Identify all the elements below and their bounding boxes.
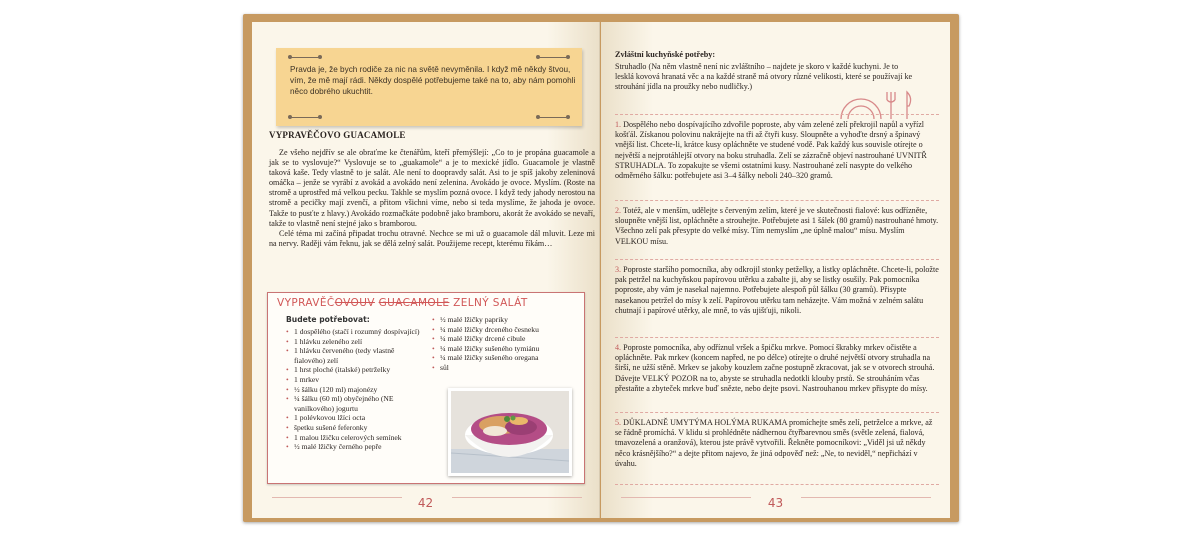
sticky-note (276, 48, 582, 126)
body-text (269, 148, 595, 249)
ingredients-subtitle: Budete potřebovat: (286, 315, 370, 324)
ingredient-item: • 1 mrkev (286, 375, 426, 385)
divider (615, 259, 939, 260)
plate-cutlery-icon (839, 90, 919, 120)
recipe-card (267, 292, 585, 484)
divider (615, 200, 939, 201)
left-page (252, 22, 600, 518)
ingredient-item: • 1 malou lžičku celerových semínek (286, 433, 426, 443)
pin-icon (290, 117, 320, 118)
divider (615, 337, 939, 338)
paragraph: Ze všeho nejdřív se ale obraťme ke čtenářům, kteří přemýšlejí: „Co to je propána guacamole a jak se to vyslovuje?“ Vyslovuje se to „guakamole“ a je to mexické jídlo. Guacamole je vlastně taková kaše. Tedy vlastně to je salát. Ale není to doopravdy salát. Asi to je spíš jakoby zeleninová omáčka – jenže se vyrábí z avokád a avokádo není zelenina. Avokádo je ovoce. Myslím. (Roste na stromě a uprostřed má velkou pecku. Takhle se myslím pozná ovoce. I když tedy jahody nerostou na stromě a pecičky mají zvenčí, a přitom všichni víme, nebo si teda myslíme, že jahoda je ovoce. Takže to pusťte z hlavy.) Avokádo rozmačkáte podobně jako bramboru, akorát že avokádo se nevaří, takže to vlastně není stejné jako s bramborou. (269, 148, 595, 228)
ingredient-item: • sůl (432, 363, 582, 373)
ingredient-item: • 1 polévkovou lžíci octa (286, 413, 426, 423)
pin-icon (538, 117, 568, 118)
ingredient-item: • 1 hlávku červeného (tedy vlastně fialového) zelí (286, 346, 426, 365)
ingredient-item: • ½ malé lžičky papriky (432, 315, 582, 325)
divider (615, 484, 939, 485)
open-book (243, 14, 959, 522)
recipe-title: VYPRAVĚČOVOUV GUACAMOLE ZELNÝ SALÁT (277, 297, 528, 309)
ingredient-item: • ½ malé lžičky černého pepře (286, 442, 426, 452)
divider (615, 412, 939, 413)
page-number: 42 (417, 496, 434, 510)
ingredient-item: • ¼ malé lžičky sušeného oregana (432, 353, 582, 363)
paragraph: Celé téma mi začíná připadat trochu otravné. Nechce se mi už o guacamole dál mluvit. Leze mi na nervy. Raději vám řeknu, jak se dělá zelný salát. Použijeme recept, kterému říkám… (269, 228, 595, 248)
ingredient-item: • ¼ malé lžičky sušeného tymiánu (432, 344, 582, 354)
ingredient-item: • ¼ malé lžičky drcené cibule (432, 334, 582, 344)
right-page (601, 22, 950, 518)
page-number: 43 (767, 496, 784, 510)
note-text: Pravda je, že bych rodiče za nic na světě nevyměnila. I když mě někdy štvou, vím, že mě mají rádi. Někdy dospělé potřebujeme také na to, aby nám pomohli něco dobrého ukuchtit. (290, 65, 576, 97)
ingredient-item: • ¼ malé lžičky drceného česneku (432, 325, 582, 335)
step-1: 1. Dospělého nebo dospívajícího zdvořile poproste, aby vám zelené zelí překrojil napůl a vyřízl košťál. Získanou polovinu nakrájejte na tři až čtyři kusy. Sloupněte a vyhoďte drsný a špinavý vnější list. Chcete-li, krátce kusy opláchněte ve studené vodě. Pak každý kus souvisle otírejte o největší a nejprotáhlejší otvory na boku struhadla. Zelí se zázračně objeví nastrouhané UVNITŘ STRUHADLA. To zopakujte se všemi ostatními kusy. Nastrouhané zelí nasypte do velkého odměrného šálku: potřebujete asi 3–4 šálky neboli 240–320 gramů. (615, 120, 927, 181)
step-2: 2. Totéž, ale v menším, udělejte s červeným zelím, které je ve skutečnosti fialové: kus odřízněte, sloupněte vnější list, opláchněte a strouhejte. Potřebujete asi 1 šálek (80 gramů) nastrouhané hmoty. Všechno zelí pak přesypte do velké mísy. Tím nemyslím „ne úplně malou“ mísu. Myslím VELKOU mísu. (615, 206, 939, 246)
special-tools-heading: Zvláštní kuchyňské potřeby: (615, 50, 716, 59)
section-heading: VYPRAVĚČOVO GUACAMOLE (269, 130, 406, 140)
step-5: 5. DŮKLADNĚ UMYTÝMA HOLÝMA RUKAMA promíchejte směs zelí, petrželce a mrkve, až se řádně promíchá. V klidu si prohlédněte nádhernou čtyřbarevnou směs (světle zelená, fialová, tmavozelená a oranžová), kterou jste právě vytvořili. Řekněte pomocníkovi: „Viděl jsi už někdy něco krásnějšího?“ a dejte přitom najevo, že jiná odpověď než: „Ne, to neviděl,“ nepřichází v úvahu. (615, 418, 933, 468)
step-3: 3. Poproste staršího pomocníka, aby odkrojil stonky petželky, a listky opláchněte. Chcete-li, položte pak petržel na kuchyňskou papírovou utěrku a zabalte ji, aby se listky osušily. Pak pomocníka poproste, aby vám je nasekal najemno. Potřebujete alespoň půl šálku (30 gramů). Přisypte nasekanou petržel do mísy k zelí. Papírovou utěrku tam neházejte. Vám možná v zelném salátu chutnají i papírové utěrky, ale mně, to vás ujišťuji, nikoli. (615, 265, 939, 315)
ingredient-list (432, 315, 582, 373)
ingredient-item: • ½ šálku (120 ml) majonézy (286, 385, 426, 395)
ingredient-item: • 1 hrst ploché (italské) petrželky (286, 365, 426, 375)
ingredient-item: • ¼ šálku (60 ml) obyčejného (NE vanilkového) jogurtu (286, 394, 426, 413)
ingredient-item: • špetku sušené feferonky (286, 423, 426, 433)
pin-icon (538, 57, 568, 58)
divider (615, 114, 939, 115)
step-4: 4. Poproste pomocníka, aby odříznul vršek a špičku mrkve. Pomocí škrabky mrkev očistěte a opláchněte. Pak mrkev (koncem napřed, ne po délce) otírejte o druhé největší otvory struhadla na širší, ne užší stěně. Mrkev se jakoby kouzlem začne postupně zkracovat, jak se v otvorech strouhá. Dávejte VELKÝ POZOR na to, abyste se struhadla nedotkli klouby prstů. Se strouháním včas přestaňte a zbyteček mrkve buď snězte, nebo dejte psovi. Nastrouhanou mrkev přisypte do mísy. (615, 343, 935, 393)
special-tools-text: Struhadlo (Na něm vlastně není nic zvláštního – najdete je skoro v každé kuchyni. Je to lesklá kovová hranatá věc a na každé straně má otvory různé velikosti, které se používají ke strouhání jídla na proužky nebo nudličky.) (615, 62, 913, 92)
ingredient-item: • 1 hlávku zeleného zelí (286, 337, 426, 347)
coleslaw-photo (448, 388, 572, 476)
ingredient-item: • 1 dospělého (stačí i rozumný dospívající) (286, 327, 426, 337)
pin-icon (290, 57, 320, 58)
ingredient-list (286, 327, 426, 452)
